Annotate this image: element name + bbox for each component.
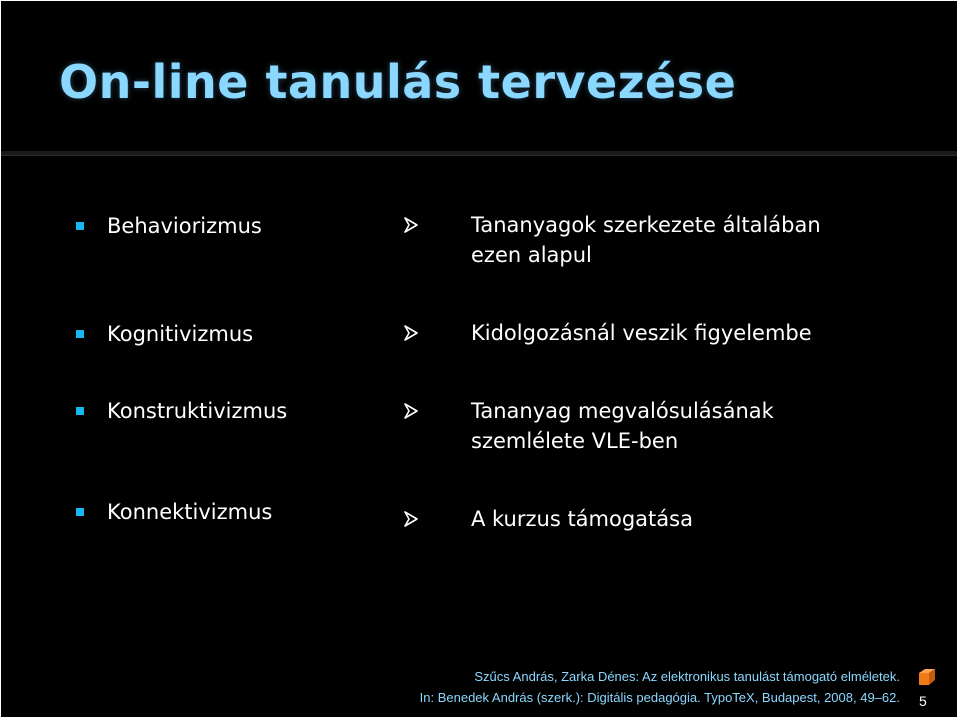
citation-line: In: Benedek András (szerk.): Digitális pedagógia. TypoTeX, Budapest, 2008, 49–62. <box>419 690 900 705</box>
left-list-item-label: Kognitivizmus <box>107 322 254 346</box>
square-bullet-icon <box>76 222 84 230</box>
right-list-item-label <box>471 504 921 534</box>
right-list-item-label <box>471 318 921 348</box>
arrow-bullet-icon <box>403 325 419 341</box>
square-bullet-icon <box>76 508 84 516</box>
arrow-bullet-icon <box>403 217 419 233</box>
right-list-item-line: szemlélete VLE-ben <box>471 429 679 453</box>
cube-icon <box>917 667 937 687</box>
left-list-item-label: Konstruktivizmus <box>107 399 288 423</box>
slide <box>1 1 957 717</box>
page-number: 5 <box>919 693 927 709</box>
citation-line: Szűcs András, Zarka Dénes: Az elektronikus tanulást támogató elméletek. <box>474 669 900 684</box>
citation <box>340 666 900 708</box>
left-list-item-label: Behaviorizmus <box>107 214 262 238</box>
right-list-item-label <box>471 396 921 456</box>
title-band <box>1 1 957 151</box>
right-list-item-label <box>471 210 921 270</box>
arrow-bullet-icon <box>403 403 419 419</box>
title-divider <box>1 151 957 156</box>
right-list-item-line: A kurzus támogatása <box>471 507 693 531</box>
right-list-item-line: Tananyagok szerkezete általában <box>471 213 821 237</box>
right-list-item-line: Tananyag megvalósulásának <box>471 399 774 423</box>
square-bullet-icon <box>76 407 84 415</box>
slide-title: On-line tanulás tervezése <box>59 55 737 109</box>
right-list-item-line: Kidolgozásnál veszik figyelembe <box>471 321 812 345</box>
left-list-item-label: Konnektivizmus <box>107 500 273 524</box>
right-list-item-line: ezen alapul <box>471 243 592 267</box>
arrow-bullet-icon <box>403 511 419 527</box>
square-bullet-icon <box>76 330 84 338</box>
